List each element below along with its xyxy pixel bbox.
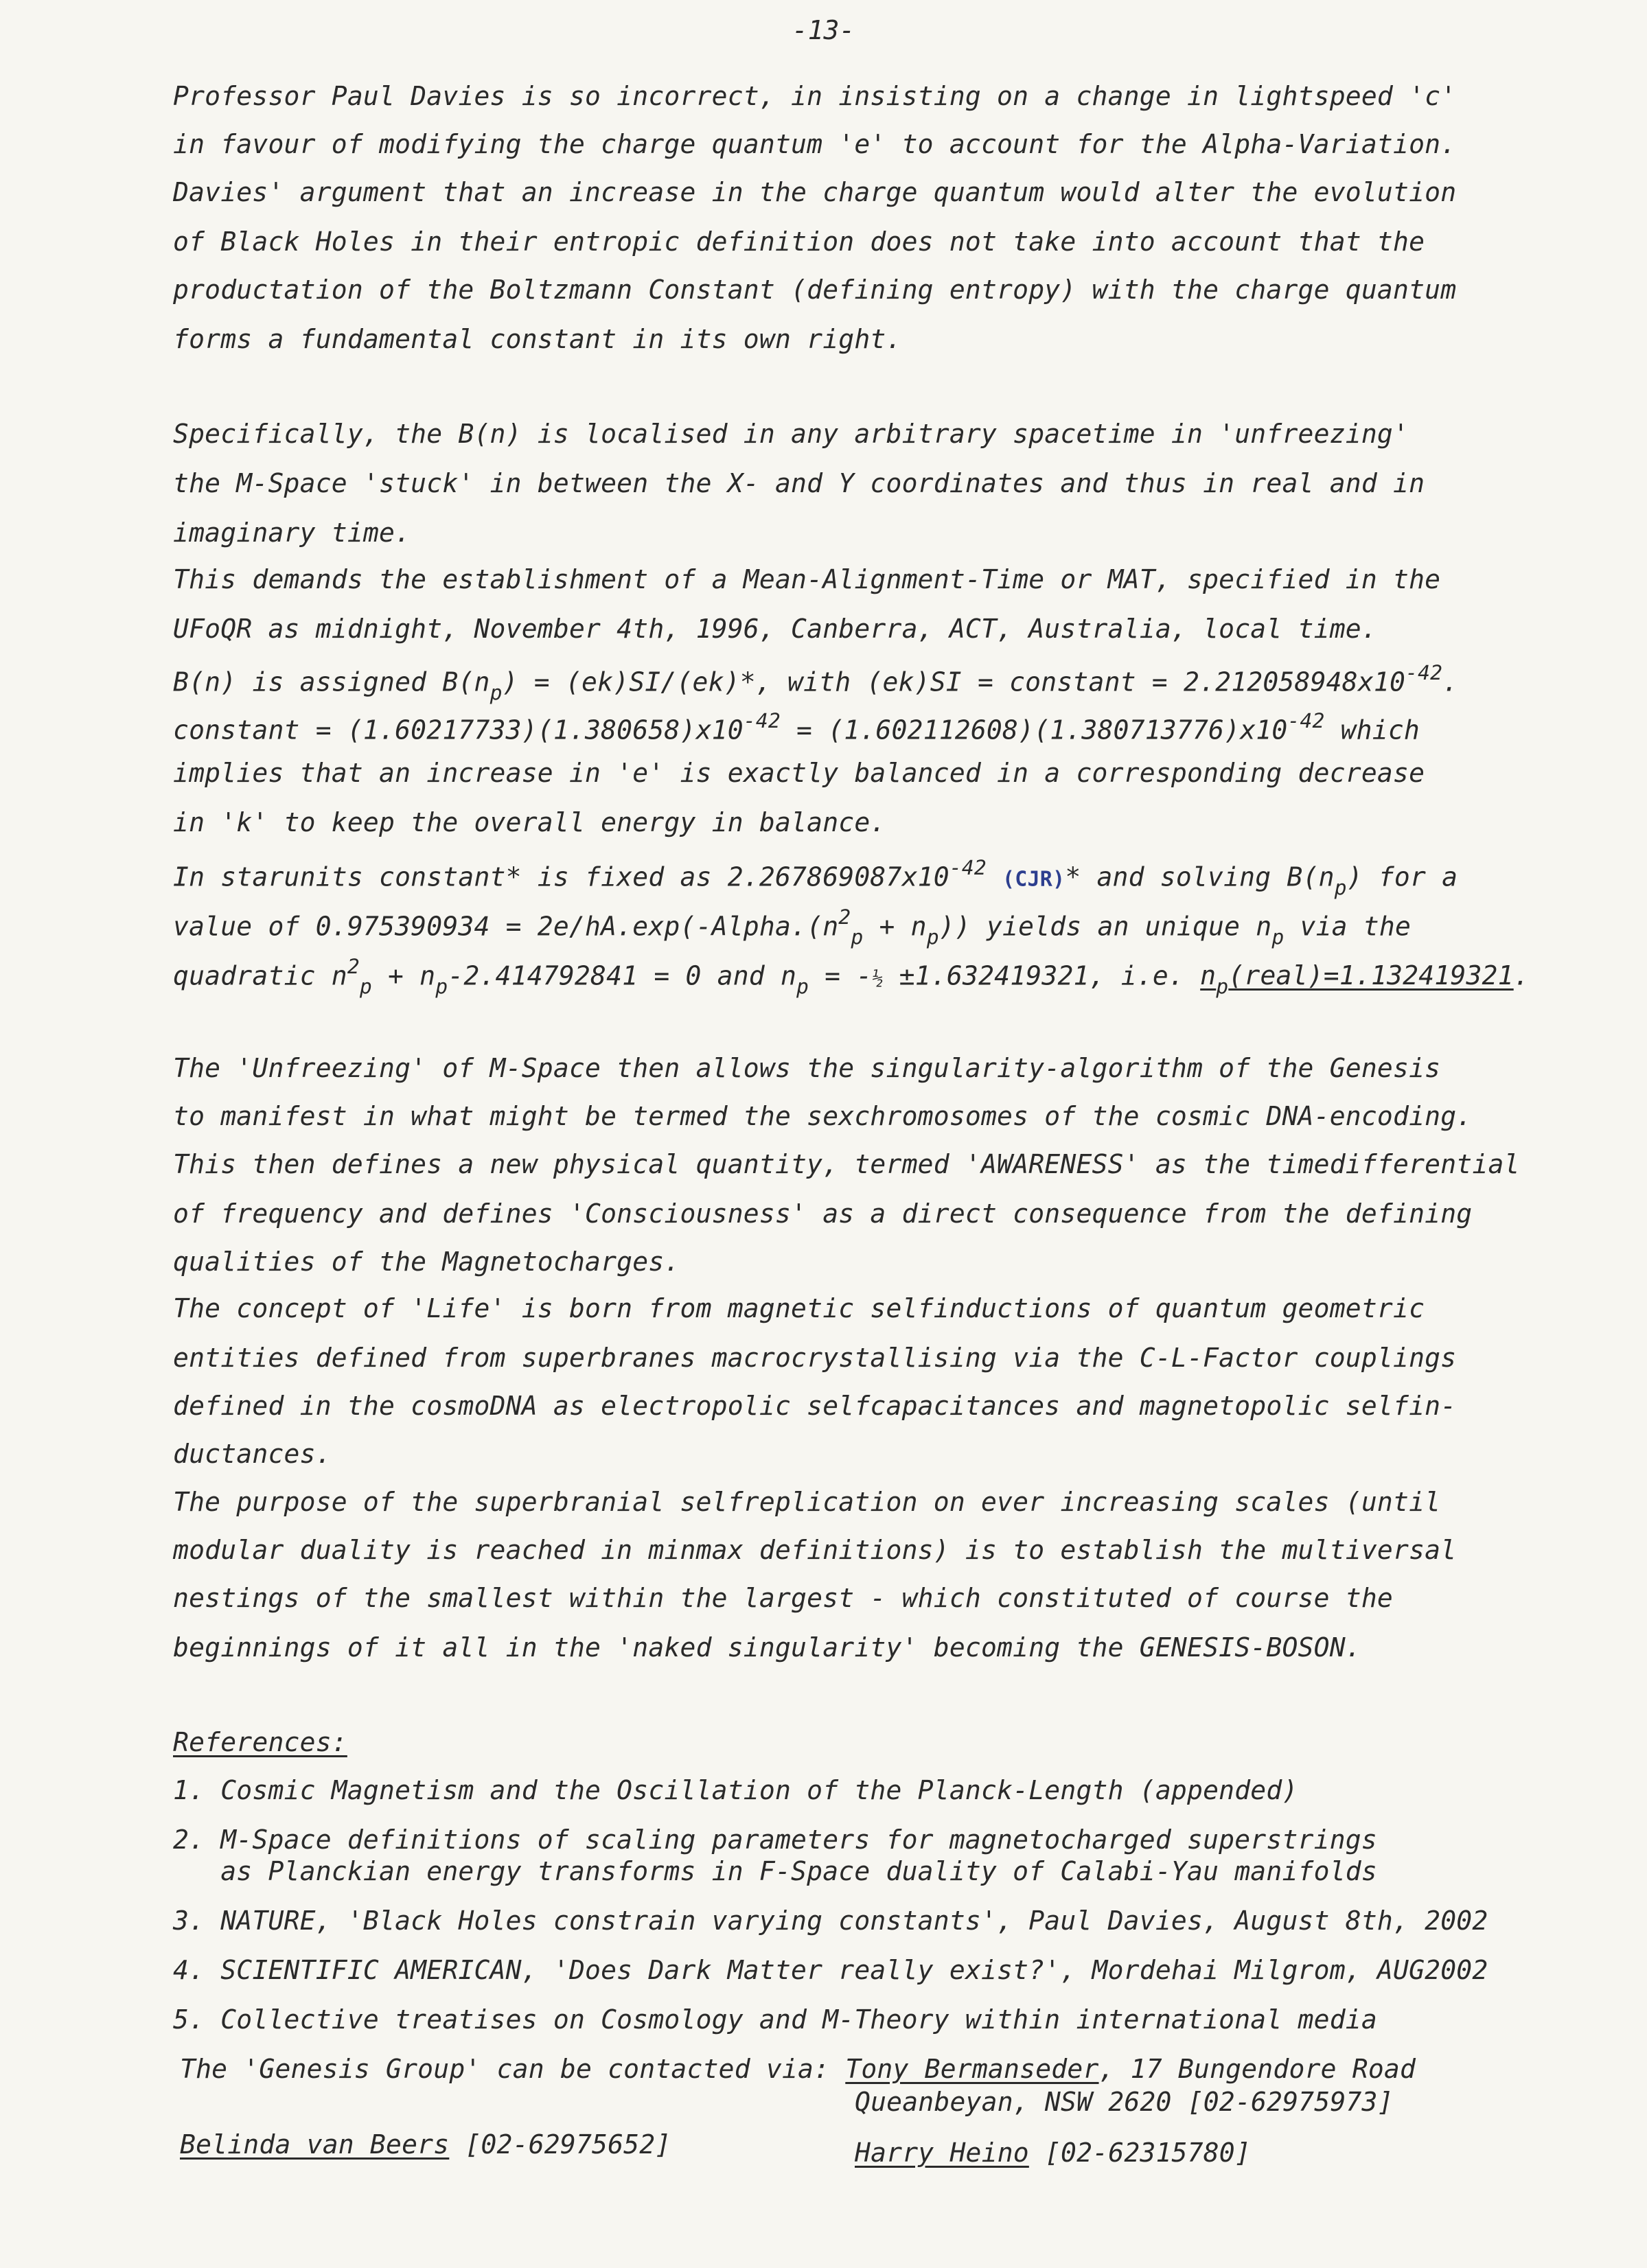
reference-item: 4. SCIENTIFIC AMERICAN, 'Does Dark Matter really exist?', Mordehai Milgrom, AUG2002 — [173, 1955, 1488, 1985]
text-line: The purpose of the superbranial selfreplication on ever increasing scales (until — [173, 1487, 1441, 1517]
equation-line: B(n) is assigned $B(n_p) = (ek)SI/(ek)*$, with (ek)SI = constant = $2.212058948x10^{-42}$. — [173, 660, 1459, 705]
text-line: in 'k' to keep the overall energy in balance. — [173, 807, 886, 837]
reference-item: 5. Collective treatises on Cosmology and M-Theory within international media — [173, 2004, 1377, 2035]
contact-name: Tony Bermanseder — [845, 2054, 1099, 2084]
text-line: ductances. — [173, 1439, 332, 1469]
page-number: -13- — [792, 15, 855, 45]
text-line: This then defines a new physical quantity, termed 'AWARENESS' as the timedifferential — [173, 1149, 1520, 1179]
contact-name: Harry Heino — [855, 2138, 1029, 2168]
text-line: nestings of the smallest within the largest - which constituted of course the — [173, 1583, 1394, 1613]
text-line: UFoQR as midnight, November 4th, 1996, Canberra, ACT, Australia, local time. — [173, 614, 1377, 644]
text-line: The 'Unfreezing' of M-Space then allows the singularity-algorithm of the Genesis — [173, 1053, 1441, 1083]
reference-item: as Planckian energy transforms in F-Space duality of Calabi-Yau manifolds — [173, 1856, 1377, 1886]
reference-item: 2. M-Space definitions of scaling parameters for magnetocharged superstrings — [173, 1825, 1377, 1855]
text-line: entities defined from superbranes macrocrystallising via the C-L-Factor couplings — [173, 1343, 1457, 1373]
text-line: of frequency and defines 'Consciousness' as a direct consequence from the defining — [173, 1199, 1473, 1229]
text-line: of Black Holes in their entropic definition does not take into account that the — [173, 227, 1425, 257]
equation-line: constant = $(1.60217733)(1.380658)x10^{-42} = (1.602112608)(1.380713776)x10^{-42}$ which — [173, 708, 1420, 745]
contact-line: The 'Genesis Group' can be contacted via: Tony Bermanseder, 17 Bungendore Road — [180, 2054, 1416, 2084]
text-line: This demands the establishment of a Mean-Alignment-Time or MAT, specified in the — [173, 564, 1441, 594]
reference-item: 3. NATURE, 'Black Holes constrain varying constants', Paul Davies, August 8th, 2002 — [173, 1906, 1488, 1936]
text-line: imaginary time. — [173, 518, 411, 548]
reference-item: 1. Cosmic Magnetism and the Oscillation of the Planck-Length (appended) — [173, 1775, 1298, 1805]
text-line: The concept of 'Life' is born from magnetic selfinductions of quantum geometric — [173, 1293, 1425, 1323]
text-line: Professor Paul Davies is so incorrect, in insisting on a change in lightspeed 'c' — [173, 81, 1457, 111]
text-line: Specifically, the B(n) is localised in any arbitrary spacetime in 'unfreezing' — [173, 419, 1409, 449]
text-line: in favour of modifying the charge quantum 'e' to account for the Alpha-Variation. — [173, 129, 1457, 159]
references-heading: References: — [173, 1727, 347, 1757]
handwritten-annotation: (CJR) — [1002, 867, 1066, 892]
contact-name: Belinda van Beers — [180, 2129, 450, 2160]
text-line: to manifest in what might be termed the sexchromosomes of the cosmic DNA-encoding. — [173, 1101, 1473, 1131]
equation-line: In starunits constant* is fixed as $2.267869087x10^{-42}$ (CJR)* and solving $B(n_p)$ for a — [173, 855, 1458, 900]
text-line: beginnings of it all in the 'naked singularity' becoming the GENESIS-BOSON. — [173, 1632, 1361, 1663]
text-line: implies that an increase in 'e' is exactly balanced in a corresponding decrease — [173, 758, 1425, 788]
equation-line: value of $0.975390934 = 2e/hA.\exp(-Alpha.(n^2_p + n_p))$ yields an unique $n_p$ via the — [173, 905, 1412, 949]
equation-line: quadratic $n^2_p + n_p-2.414792841 = 0$ and $n_p$ = -½ ±1.632419321, i.e. $n_p(real)=1.132419321$. — [173, 954, 1530, 999]
contact-line: Belinda van Beers [02-62975652] — [180, 2129, 671, 2160]
text-line: Davies' argument that an increase in the charge quantum would alter the evolution — [173, 177, 1457, 207]
text-line: modular duality is reached in minmax definitions) is to establish the multiversal — [173, 1535, 1457, 1565]
contact-address: Queanbeyan, NSW 2620 [02-62975973] — [855, 2087, 1394, 2117]
text-line: forms a fundamental constant in its own right. — [173, 324, 902, 354]
text-line: productation of the Boltzmann Constant (defining entropy) with the charge quantum — [173, 275, 1457, 305]
text-line: the M-Space 'stuck' in between the X- and Y coordinates and thus in real and in — [173, 468, 1425, 498]
text-line: qualities of the Magnetocharges. — [173, 1247, 680, 1277]
contact-line: Harry Heino [02-62315780] — [855, 2138, 1251, 2168]
text-line: defined in the cosmoDNA as electropolic selfcapacitances and magnetopolic selfin- — [173, 1391, 1457, 1421]
